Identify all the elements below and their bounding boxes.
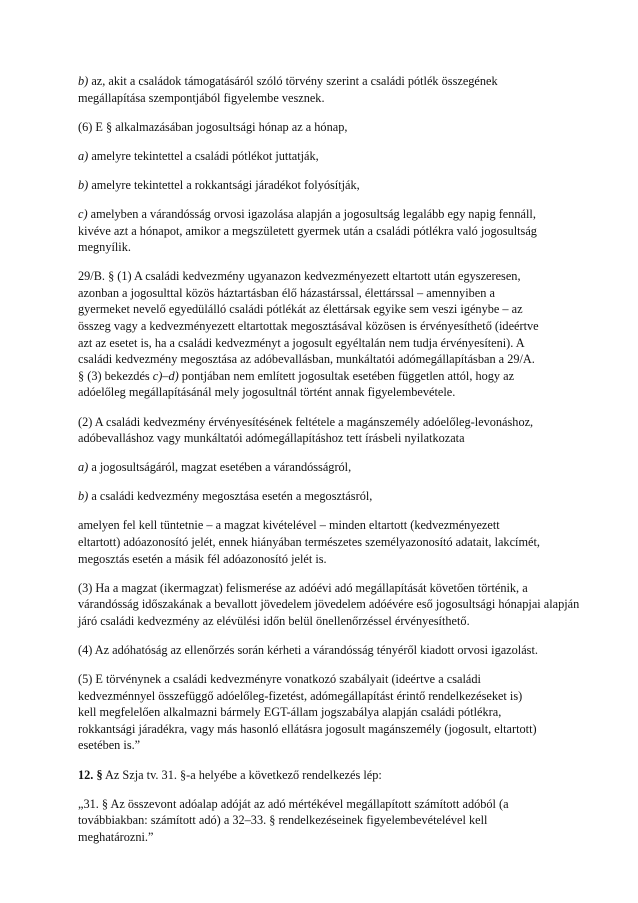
text-line: kell megfelelően alkalmazni bármely EGT-állam jogszabálya alapján családi pótlékra, — [78, 705, 502, 720]
text-line: összeg vagy a kedvezményezett eltartottak megosztásával közösen is érvényesíthető (ideértve — [78, 319, 539, 334]
paragraph-section-12 — [78, 767, 570, 784]
paragraph-2-condition — [78, 414, 570, 447]
text-line: megnyílik. — [78, 240, 131, 255]
list-marker: a) — [78, 148, 89, 163]
text-line: gyermeket nevelő egyedülálló családi pótlékát az élettársak egyike sem veszi igénybe – az — [78, 302, 523, 317]
text-line: azonban a jogosulttal közös háztartásban élő házastárssal, élettárssal – amennyiben a — [78, 285, 495, 300]
text-line: járó családi kedvezmény az elévülési időn belül önellenőrzéssel érvényesíthető. — [78, 613, 470, 628]
text-line: esetében is.” — [78, 738, 141, 753]
text-line: a) a jogosultságáról, magzat esetében a várandósságról, — [78, 460, 352, 475]
text-line: megállapítása szempontjából figyelembe vesznek. — [78, 90, 325, 105]
paragraph-b-family-allowance — [78, 73, 570, 106]
text-line: megosztás esetén a másik fél adóazonosító jelét is. — [78, 551, 327, 566]
list-marker: a) — [78, 460, 89, 475]
paragraph-c-pregnancy — [78, 206, 570, 256]
paragraph-3-fetus — [78, 580, 580, 630]
text-line: a) amelyre tekintettel a családi pótlékot juttatják, — [78, 148, 319, 163]
text-line: (5) E törvénynek a családi kedvezményre vonatkozó szabályait (ideértve a családi — [78, 672, 481, 687]
text-line: „31. § Az összevont adóalap adóját az adó mértékével megállapított számított adóból (a — [78, 796, 509, 811]
text-line: (4) Az adóhatóság az ellenőrzés során kérheti a várandósság tényéről kiadott orvosi igazolást. — [78, 642, 538, 657]
text-line: b) az, akit a családok támogatásáról szóló törvény szerint a családi pótlék összegének — [78, 74, 498, 88]
text-line: c) amelyben a várandósság orvosi igazolása alapján a jogosultság legalább egy napig fennáll, — [78, 206, 536, 221]
text-line: azt az esetet is, ha a családi kedvezményt a jogosult egyéltalán nem tudja érvényesíteni). A — [78, 335, 525, 350]
paragraph-tax-id-requirement — [78, 517, 570, 567]
text-line: meghatározni.” — [78, 829, 154, 844]
list-marker: b) — [78, 74, 89, 88]
text-line: várandósság időszakának a bevallott jövedelem jövedelem adóévére eső jogosultsági hónapjai alapján — [78, 597, 580, 612]
paragraph-a-family-allowance-granted — [78, 148, 570, 165]
paragraph-29b-section-1 — [78, 268, 570, 401]
text-line: adóelőleg megállapításánál mely jogosultnál történt annak figyelembevétele. — [78, 385, 456, 400]
list-marker: b) — [78, 489, 89, 504]
text-line: b) amelyre tekintettel a rokkantsági járadékot folyósítják, — [78, 177, 360, 192]
paragraph-b-disability-annuity — [78, 177, 570, 194]
text-line: (6) E § alkalmazásában jogosultsági hónap az a hónap, — [78, 119, 348, 134]
text-line: adóbevalláshoz vagy munkáltatói adómegállapításhoz tett írásbeli nyilatkozata — [78, 431, 465, 446]
point-reference: c)–d) — [152, 368, 179, 383]
text-line: eltartott) adóazonosító jelét, ennek hiányában természetes személyazonosító adatait, lakcímét, — [78, 534, 540, 549]
text-line: kivéve azt a hónapot, amikor a megszületett gyermek után a családi pótlékra való jogosultság — [78, 223, 537, 238]
text-line: továbbiakban: számított adó) a 32–33. § rendelkezéseinek figyelembevételével kell — [78, 813, 488, 828]
section-number: 12. § — [78, 767, 103, 782]
text-line: családi kedvezmény megosztása az adóbevallásban, munkáltatói adómegállapításban a 29/A. — [78, 352, 535, 367]
list-marker: c) — [78, 206, 88, 221]
text-line: amelyen fel kell tüntetnie – a magzat kivételével – minden eltartott (kedvezményezett — [78, 518, 500, 533]
text-line: 29/B. § (1) A családi kedvezmény ugyanazon kedvezményezett eltartott után egyszeresen, — [78, 269, 521, 284]
text-line: (3) Ha a magzat (ikermagzat) felismerése az adóévi adó megállapítását követően történik, a — [78, 580, 528, 595]
paragraph-a-entitlement — [78, 459, 570, 476]
paragraph-6-entitlement-month — [78, 119, 570, 136]
paragraph-4-tax-authority — [78, 642, 570, 659]
text-line: 12. § Az Szja tv. 31. §-a helyébe a következő rendelkezés lép: — [78, 767, 382, 782]
list-marker: b) — [78, 177, 89, 192]
text-line: § (3) bekezdés c)–d) pontjában nem említett jogosultak esetében független attól, hogy az — [78, 368, 515, 383]
paragraph-5-eea — [78, 671, 570, 754]
text-line: rokkantsági járadékra, vagy más hasonló ellátásra jogosult magánszemély (jogosult, eltartott) — [78, 721, 537, 736]
paragraph-b-sharing — [78, 488, 570, 505]
text-line: (2) A családi kedvezmény érvényesítésének feltétele a magánszemély adóelőleg-levonáshoz, — [78, 414, 534, 429]
document-page — [78, 73, 580, 858]
text-line: kedvezménnyel összefüggő adóelőleg-fizetést, adómegállapítást érintő rendelkezéseket is) — [78, 688, 523, 703]
paragraph-31-section — [78, 796, 570, 846]
text-line: b) a családi kedvezmény megosztása esetén a megosztásról, — [78, 489, 373, 504]
